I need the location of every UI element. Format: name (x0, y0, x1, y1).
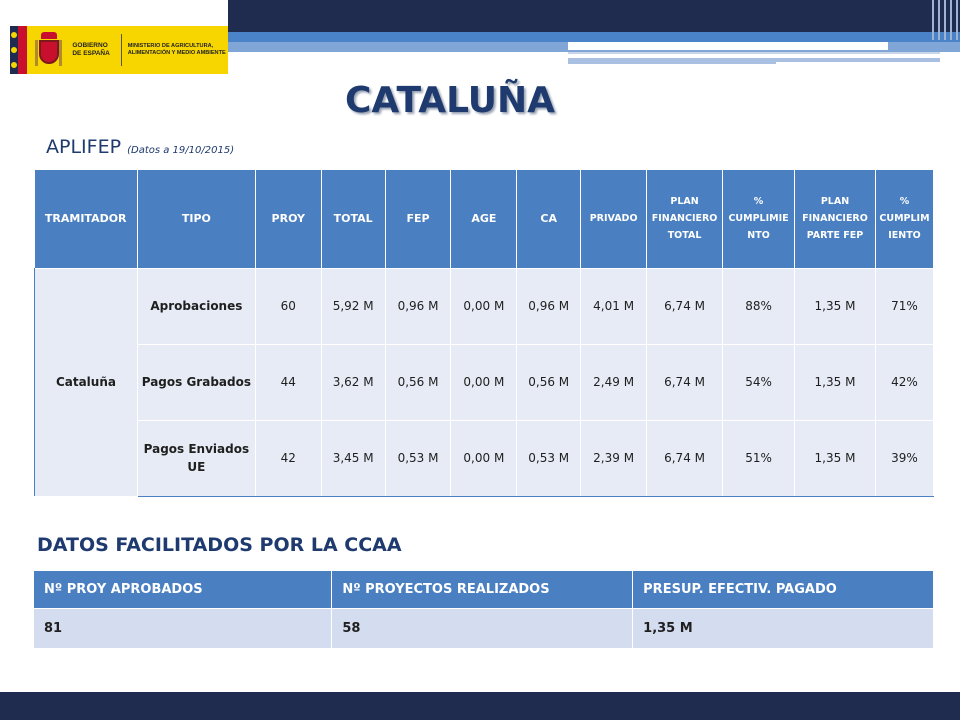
table-cell: 0,53 M (385, 420, 451, 496)
header-thin-line (568, 52, 940, 54)
table-cell: 3,62 M (321, 344, 385, 420)
table-row (35, 268, 934, 344)
table-cell: 42% (875, 344, 933, 420)
ministry-logo (10, 26, 228, 74)
table-cell: 6,74 M (647, 268, 723, 344)
header-stripes (930, 0, 960, 40)
table-cell: 5,92 M (321, 268, 385, 344)
header-white-strip-2 (776, 62, 940, 66)
subtitle-name: APLIFEP (46, 136, 122, 158)
table-cell: 0,00 M (451, 420, 517, 496)
table-cell: 1,35 M (633, 608, 934, 648)
table-row (35, 344, 934, 420)
tramitador-cell: Cataluña (35, 268, 138, 496)
column-header: TRAMITADOR (35, 170, 138, 268)
table-cell: 1,35 M (795, 344, 876, 420)
table-row (34, 608, 934, 648)
header-white-strip (568, 42, 888, 50)
table-cell: 54% (723, 344, 795, 420)
table-cell: 81 (34, 608, 332, 648)
column-header: PLAN FINANCIERO PARTE FEP (795, 170, 876, 268)
subtitle-date-note: (Datos a 19/10/2015) (127, 145, 235, 156)
logo-ministerio-text: MINISTERIO DE AGRICULTURA, ALIMENTACIÓN Y MEDIO AMBIENTE (127, 43, 226, 56)
column-header: Nº PROYECTOS REALIZADOS (332, 571, 633, 608)
table-cell: 6,74 M (647, 420, 723, 496)
aplifep-table (34, 170, 934, 497)
table-cell: 60 (255, 268, 321, 344)
table-row (35, 420, 934, 496)
logo-gobierno-text: GOBIERNO DE ESPAÑA (72, 42, 110, 57)
table-cell: 44 (255, 344, 321, 420)
spain-flag-stripe (18, 26, 28, 74)
table-cell: 88% (723, 268, 795, 344)
footer-bar (0, 692, 960, 720)
tipo-cell: Pagos Enviados UE (137, 420, 255, 496)
header-dark-band (228, 0, 960, 32)
eu-flag-icon (10, 26, 18, 74)
table-cell: 0,56 M (385, 344, 451, 420)
coat-of-arms-icon (35, 32, 62, 68)
header-blue-band (228, 32, 960, 42)
table-cell: 1,35 M (795, 420, 876, 496)
table-header-row (34, 571, 934, 608)
table-cell: 0,00 M (451, 344, 517, 420)
table-cell: 0,00 M (451, 268, 517, 344)
section-title: DATOS FACILITADOS POR LA CCAA (37, 534, 402, 556)
table-header-row (35, 170, 934, 268)
table-cell: 0,96 M (517, 268, 581, 344)
column-header: PRESUP. EFECTIV. PAGADO (633, 571, 934, 608)
table-cell: 1,35 M (795, 268, 876, 344)
column-header: TOTAL (321, 170, 385, 268)
column-header: Nº PROY APROBADOS (34, 571, 332, 608)
column-header: FEP (385, 170, 451, 268)
table-cell: 2,49 M (581, 344, 647, 420)
page-title: CATALUÑA (345, 80, 555, 121)
ccaa-table (34, 571, 934, 648)
column-header: AGE (451, 170, 517, 268)
column-header: % CUMPLIM IENTO (875, 170, 933, 268)
column-header: PLAN FINANCIERO TOTAL (647, 170, 723, 268)
column-header: TIPO (137, 170, 255, 268)
table-cell: 0,96 M (385, 268, 451, 344)
tipo-cell: Pagos Grabados (137, 344, 255, 420)
table-cell: 0,53 M (517, 420, 581, 496)
table-cell: 4,01 M (581, 268, 647, 344)
column-header: PROY (255, 170, 321, 268)
table-cell: 0,56 M (517, 344, 581, 420)
table-cell: 51% (723, 420, 795, 496)
table-cell: 42 (255, 420, 321, 496)
column-header: PRIVADO (581, 170, 647, 268)
table-cell: 58 (332, 608, 633, 648)
table-cell: 39% (875, 420, 933, 496)
column-header: CA (517, 170, 581, 268)
column-header: % CUMPLIMIE NTO (723, 170, 795, 268)
logo-divider (121, 34, 122, 66)
table-cell: 3,45 M (321, 420, 385, 496)
tipo-cell: Aprobaciones (137, 268, 255, 344)
table-cell: 2,39 M (581, 420, 647, 496)
table-cell: 6,74 M (647, 344, 723, 420)
table-cell: 71% (875, 268, 933, 344)
subtitle (46, 136, 234, 158)
